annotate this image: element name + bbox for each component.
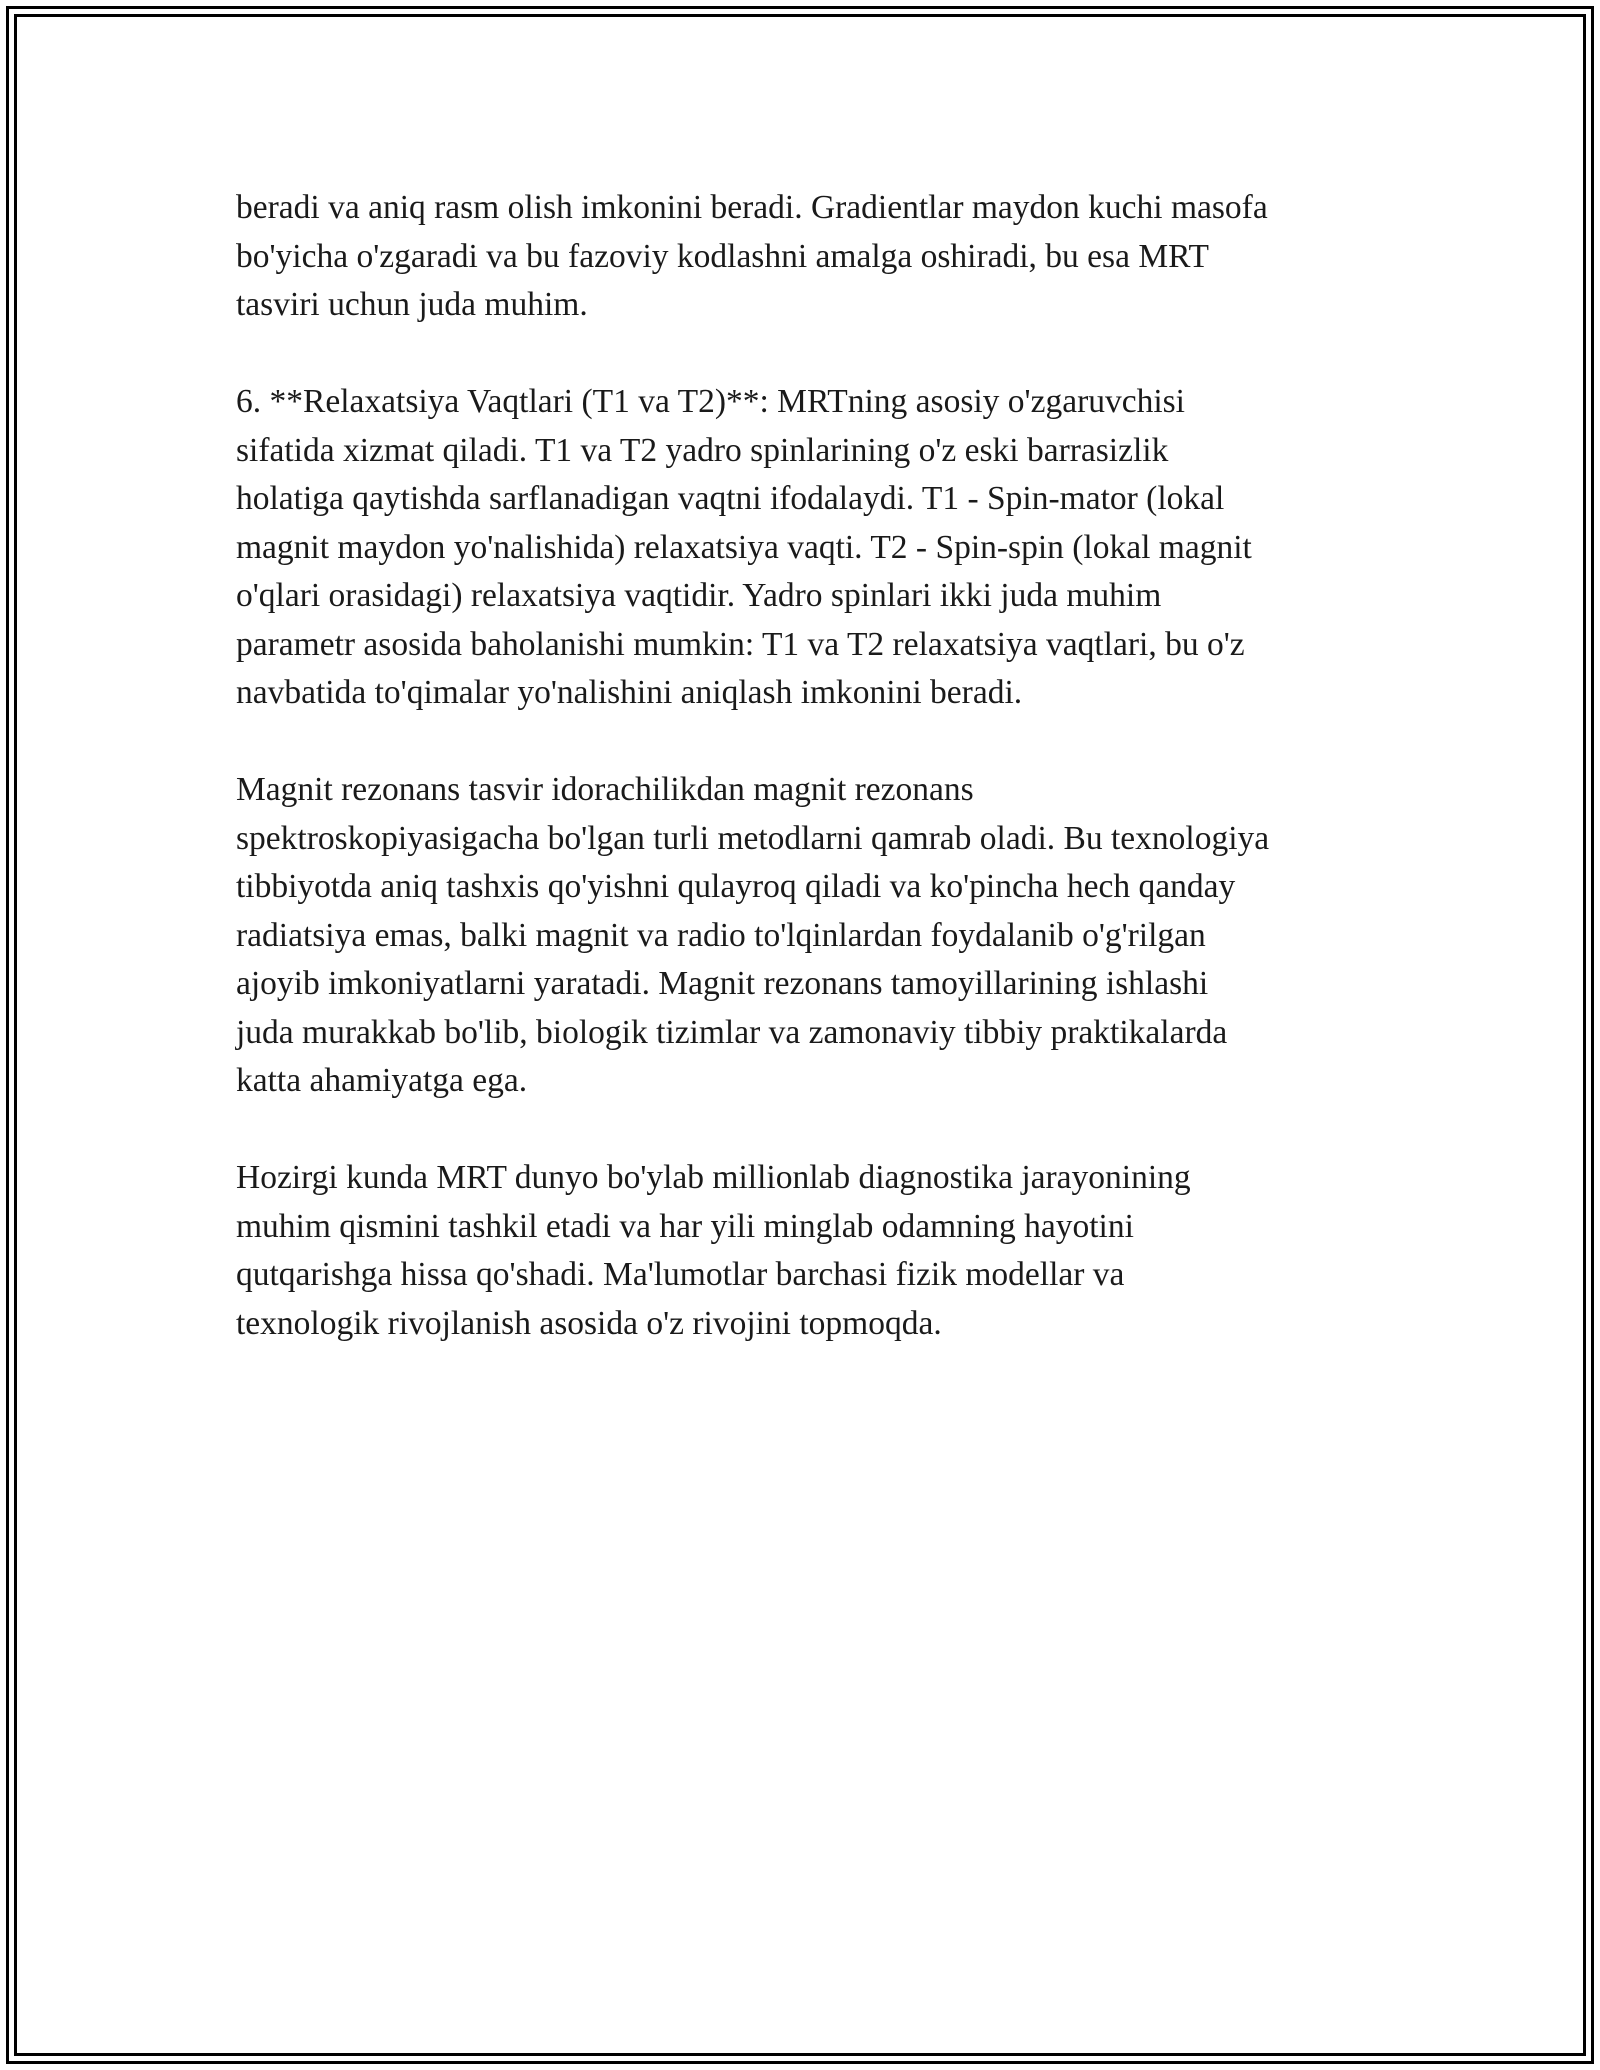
- paragraph-mrt-today: Hozirgi kunda MRT dunyo bo'ylab millionlab diagnostika jarayonining muhim qismini tashkil etadi va har yili minglab odamning hayotini qutqarishga hissa qo'shadi. Ma'lumotlar barchasi fizik modellar va texnologik rivojlanish asosida o'z rivojini topmoqda.: [236, 1159, 1191, 1342]
- document-body: [236, 184, 1386, 1397]
- paragraph-gradients: beradi va aniq rasm olish imkonini beradi. Gradientlar maydon kuchi masofa bo'yicha o'zgaradi va bu fazoviy kodlashni amalga oshiradi, bu esa MRT tasviri uchun juda muhim.: [236, 189, 1268, 323]
- paragraph-magnetic-resonance: Magnit rezonans tasvir idorachilikdan magnit rezonans spektroskopiyasigacha bo'lgan turli metodlarni qamrab oladi. Bu texnologiya tibbiyotda aniq tashxis qo'yishni qulayroq qiladi va ko'pincha hech qanday radiatsiya emas, balki magnit va radio to'lqinlardan foydalanib o'g'rilgan ajoyib imkoniyatlarni yaratadi. Magnit rezonans tamoyillarining ishlashi juda murakkab bo'lib, biologik tizimlar va zamonaviy tibbiy praktikalarda katta ahamiyatga ega.: [236, 771, 1270, 1099]
- paragraph-relaxation-times: 6. **Relaxatsiya Vaqtlari (T1 va T2)**: MRTning asosiy o'zgaruvchisi sifatida xizmat qiladi. T1 va T2 yadro spinlarining o'z eski barrasizlik holatiga qaytishda sarflanadigan vaqtni ifodalaydi. T1 - Spin-mator (lokal magnit maydon yo'nalishida) relaxatsiya vaqti. T2 - Spin-spin (lokal magnit o'qlari orasidagi) relaxatsiya vaqtidir. Yadro spinlari ikki juda muhim parametr asosida baholanishi mumkin: T1 va T2 relaxatsiya vaqtlari, bu o'z navbatida to'qimalar yo'nalishini aniqlash imkonini beradi.: [236, 383, 1252, 711]
